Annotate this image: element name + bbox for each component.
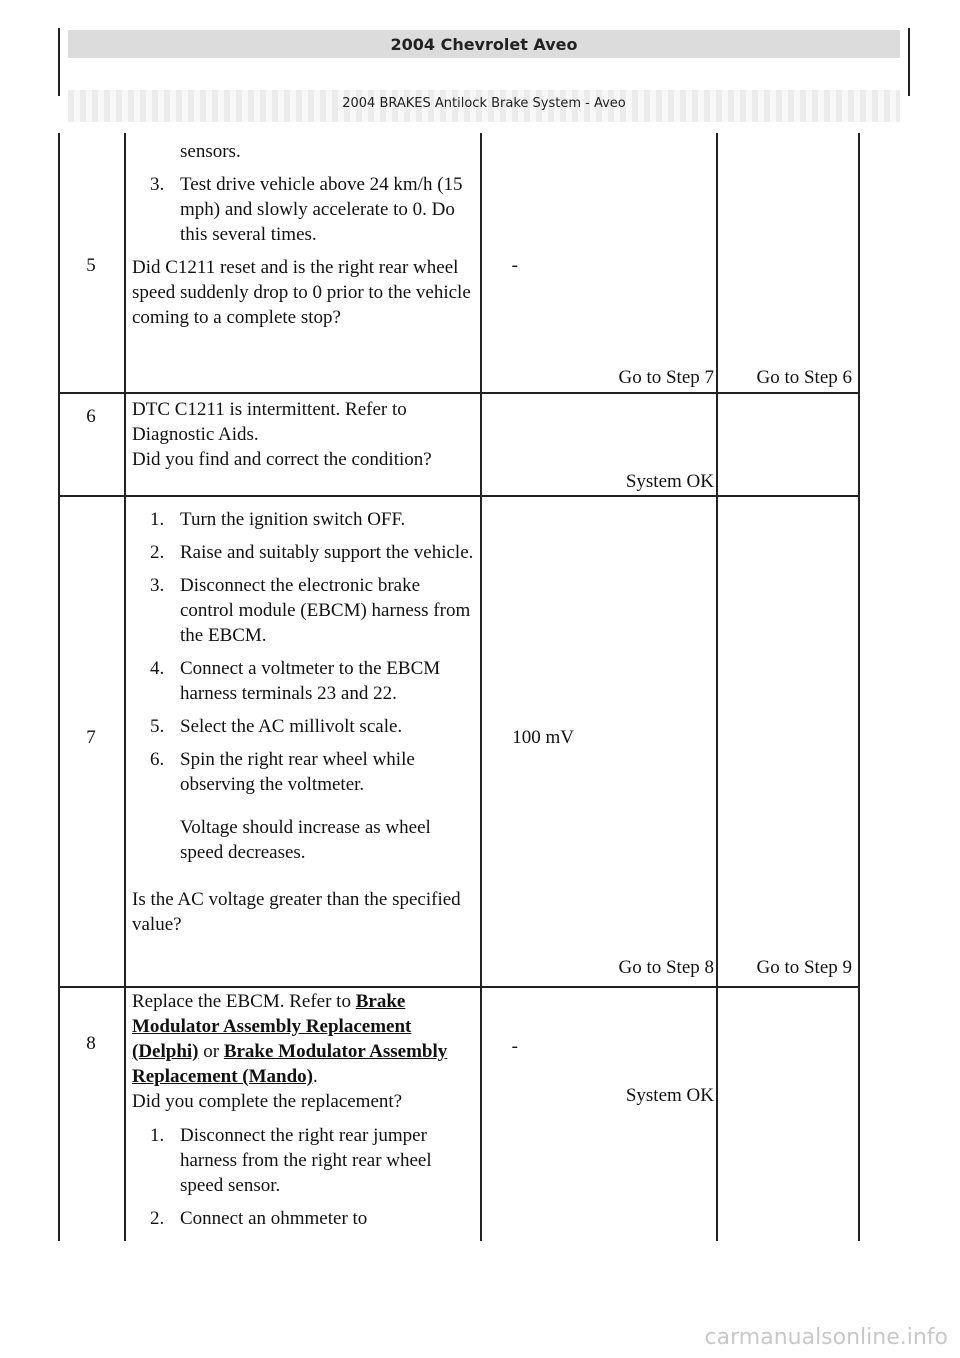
list-item: 5. Select the AC millivolt scale.	[150, 716, 403, 737]
step-question: Did you find and correct the condition?	[132, 449, 432, 470]
row-divider	[58, 986, 860, 988]
step-6-action: DTC C1211 is intermittent. Refer to Diagnostic Aids. Did you find and correct the condition?	[132, 397, 476, 472]
step-7-action	[132, 507, 476, 937]
list-item: 1. Disconnect the right rear jumper harness from the right rear wheel speed sensor.	[150, 1125, 432, 1196]
list-item: 3. Test drive vehicle above 24 km/h (15 mph) and slowly accelerate to 0. Do this several times.	[150, 174, 463, 245]
link-brake-modulator-mando[interactable]: Brake Modulator Assembly Replacement (Mando)	[132, 1041, 448, 1087]
diagnostic-table	[58, 133, 860, 1241]
step-note: Voltage should increase as wheel speed decreases.	[180, 817, 431, 863]
table-border-right	[858, 133, 860, 1241]
step-question: Did you complete the replacement?	[132, 1091, 403, 1112]
step-5-action	[132, 139, 476, 330]
step-number: 7	[86, 727, 96, 748]
document-subtitle: 2004 BRAKES Antilock Brake System - Aveo	[68, 90, 900, 122]
result-no: Go to Step 9	[756, 957, 852, 978]
result-no: Go to Step 6	[756, 367, 852, 388]
link-brake-modulator-delphi[interactable]: Brake Modulator Assembly Replacement (Delphi)	[132, 991, 412, 1062]
column-divider-action	[480, 133, 482, 1241]
step-question: Is the AC voltage greater than the specified value?	[132, 889, 461, 935]
step-9-action	[132, 1123, 476, 1239]
row-divider	[58, 495, 860, 497]
column-divider-step	[124, 133, 126, 1241]
list-item: 6. Spin the right rear wheel while observing the voltmeter.	[150, 749, 415, 795]
list-item: 4. Connect a voltmeter to the EBCM harness terminals 23 and 22.	[150, 658, 441, 704]
result-yes: Go to Step 7	[618, 367, 714, 388]
row-divider	[58, 392, 860, 394]
step-number: 5	[86, 255, 96, 276]
step-number: 8	[86, 1033, 96, 1054]
result-yes: System OK	[625, 471, 714, 492]
column-divider-value	[716, 133, 718, 1241]
list-item: 3. Disconnect the electronic brake control module (EBCM) harness from the EBCM.	[150, 575, 471, 646]
step-value: 100 mV	[512, 727, 574, 748]
list-item: 2. Raise and suitably support the vehicle.	[150, 542, 474, 563]
result-yes: System OK	[625, 1085, 714, 1106]
list-item: 1. Turn the ignition switch OFF.	[150, 509, 406, 530]
step-8-action: Replace the EBCM. Refer to Brake Modulator Assembly Replacement (Delphi) or Brake Modulator Assembly Replacement (Mando). Did you complete the replacement?	[132, 989, 476, 1114]
step-number: 6	[86, 406, 96, 427]
step-value: -	[511, 255, 518, 276]
list-item: sensors.	[180, 141, 241, 162]
table-border-left	[58, 133, 60, 1241]
result-yes: Go to Step 8	[618, 957, 714, 978]
document-header	[58, 28, 910, 111]
document-title: 2004 Chevrolet Aveo	[68, 30, 900, 58]
step-question: Did C1211 reset and is the right rear wheel speed suddenly drop to 0 prior to the vehicle coming to a complete stop?	[132, 257, 471, 328]
step-value: -	[511, 1036, 518, 1057]
list-item: 2. Connect an ohmmeter to	[150, 1208, 368, 1229]
watermark: carmanualsonline.info	[704, 1325, 948, 1350]
